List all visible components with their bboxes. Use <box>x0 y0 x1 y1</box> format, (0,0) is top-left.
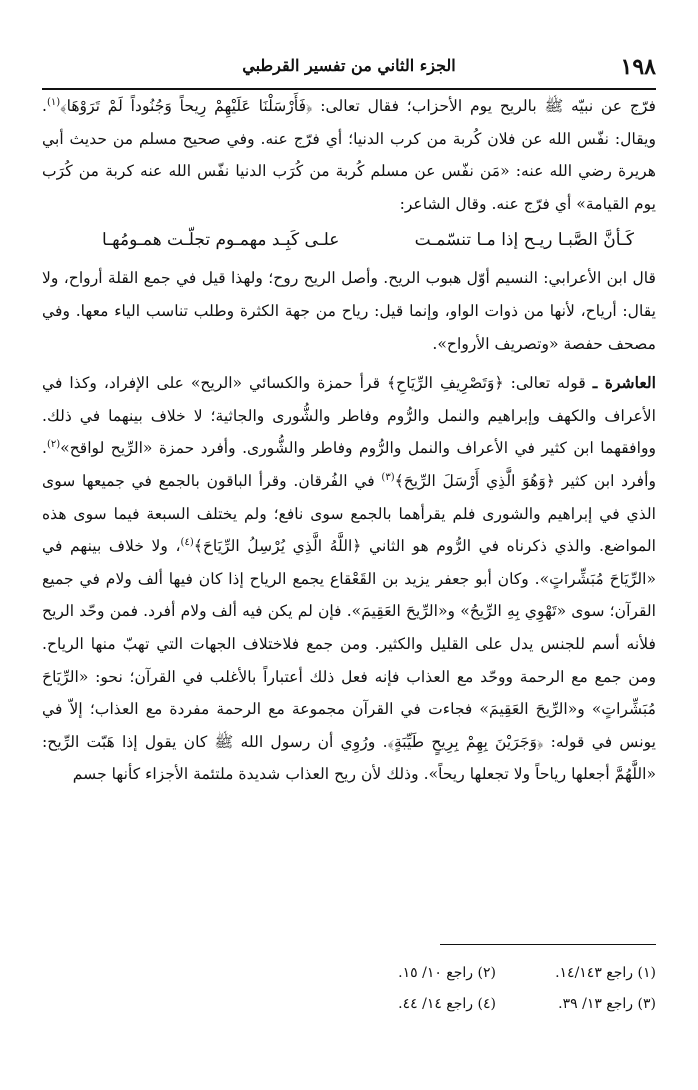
footnote-row <box>42 958 656 989</box>
footnote-1 <box>496 958 656 989</box>
poetry-verse <box>42 220 656 262</box>
footnote-text: راجع ١٤/ ٤٤. <box>398 996 474 1012</box>
paragraph-1 <box>42 90 656 220</box>
verse-second-hemistich: علـى كَبِـد مهمـوم تجلّـت همـومُهـا <box>102 230 340 251</box>
footnote-ref-3: (٣) <box>381 471 395 483</box>
paragraph-3-part-1: قوله تعالى: ﴿وَتَصْرِيفِ الرِّيَاحِ﴾ قرأ حمزة والكسائي «الريح» على الإفراد، وكذا في الأعراف والكهف وإبراهيم والنمل والرُّوم وفاطر والشُّورى والجاثية؛ لا خلاف بينهما في ذلك. ووافقهما ابن كثير في الأعراف والنمل والرُّوم وفاطر والشُّورى. وأفرد حمزة «الرِّيح لواقح» <box>42 374 656 458</box>
footnote-row <box>42 989 656 1020</box>
footnote-ref-1: (١) <box>46 96 61 108</box>
page-number: ١٩٨ <box>620 54 656 80</box>
footnote-2 <box>336 958 496 989</box>
paragraph-3 <box>42 367 656 791</box>
footnote-label: (٣) <box>637 996 656 1012</box>
footnote-label: (٤) <box>477 996 496 1012</box>
footnote-ref-4: (٤) <box>180 536 194 548</box>
page-header <box>42 52 656 90</box>
paragraph-1-continued: . ويقال: نفّس الله عن فلان كُربة من كرب الدنيا؛ أي فرّج عنه. وفي صحيح مسلم من حديث أبي هريرة رضي الله عنه: «مَن نفّس عن مسلم كُربة من كُرَب الدنيا نفّس الله عنه كربة من كُرَب يوم القيامة» أي فرّج عنه. وقال الشاعر: <box>42 97 656 213</box>
footnote-divider <box>440 944 656 945</box>
footnotes <box>42 958 656 1020</box>
paragraph-1-text: فرّج عن نبيّه ﷺ بالريح يوم الأحزاب؛ فقال تعالى: ﴿فَأَرْسَلْنَا عَلَيْهِمْ رِيحاً وَجُنُوداً لَمْ تَرَوْهَا﴾ <box>60 97 656 115</box>
paragraph-3-part-2: . وأفرد ابن كثير ﴿وَهُوَ الَّذِي أَرْسَلَ الرِّيحَ﴾ <box>42 439 656 490</box>
paragraph-2: قال ابن الأعرابي: النسيم أوّل هبوب الريح. وأصل الريح روح؛ ولهذا قيل في جمع القلة أرواح، ولا يقال: أرياح، لأنها من ذوات الواو، وإنما قيل: رياح من جهة الكثرة وطلب تناسب الياء معها. وفي مصحف حفصة «وتصريف الأرواح». <box>42 269 656 353</box>
running-title: الجزء الثاني من تفسير القرطبي <box>242 56 456 75</box>
footnote-label: (١) <box>637 965 656 981</box>
paragraph-3-part-4: ، ولا خلاف بينهم في «الرِّيَاحَ مُبَشِّراتٍ». وكان أبو جعفر يزيد بن القَعْقاع يجمع الرياح إذا كان فيها ألف ولام في جميع القرآن؛ سوى «تَهْوِي بِهِ الرِّيحُ» و«الرِّيحَ العَقِيمَ». فإن لم يكن فيه ألف ولام أفرد. فمن وحّد الريح فلأنه أسم للجنس يدل على القليل والكثير. ومن جمع فلاختلاف الجهات التي تهبّ منها الرياح. ومن جمع مع الرحمة ووحّد مع العذاب فإنه فعل ذلك أعتباراً بالأغلب في القرآن؛ نحو: «الرِّيَاحَ مُبَشِّراتٍ» و«الرِّيحَ العَقِيمَ» فجاءت في القرآن مجموعة مع الرحمة مفردة مع العذاب؛ إلاّ في يونس في قوله: ﴿وَجَرَيْنَ بِهِمْ بِرِيحٍ طَيِّبَةٍ﴾. ورُوِي أن رسول الله ﷺ كان يقول إذا هَبّت الرِّيح: «اللَّهُمَّ أجعلها رياحاً ولا تجعلها ريحاً». وذلك لأن ريح العذاب شديدة ملتئمة الأجزاء كأنها جسم <box>42 537 656 784</box>
verse-first-hemistich: كَـأنَّ الصَّبـا ريـح إذا مـا تنسّمـت <box>414 230 634 251</box>
section-lead: العاشرة ـ <box>592 373 656 393</box>
footnote-text: راجع ١٣/ ٣٩. <box>558 996 634 1012</box>
footnote-label: (٢) <box>477 965 496 981</box>
body-text <box>42 90 656 791</box>
footnote-text: راجع ١٠/ ١٥. <box>398 965 474 981</box>
footnote-4 <box>336 989 496 1020</box>
footnote-ref-2: (٢) <box>46 439 61 451</box>
paragraph-3-part-3: في الفُرقان. وقرأ الباقون بالجمع في جميعها سوى الذي في إبراهيم والشورى فلم يقرأهما بالجمع سوى نافع؛ ولم يختلف السبعة فيما سوى هذه المواضع. والذي ذكرناه في الرُّوم هو الثاني ﴿اللَّهُ الَّذِي يُرْسِلُ الرِّيَاحَ﴾ <box>42 471 656 556</box>
footnote-3 <box>496 989 656 1020</box>
footnote-text: راجع ١٤/١٤٣. <box>555 965 634 981</box>
